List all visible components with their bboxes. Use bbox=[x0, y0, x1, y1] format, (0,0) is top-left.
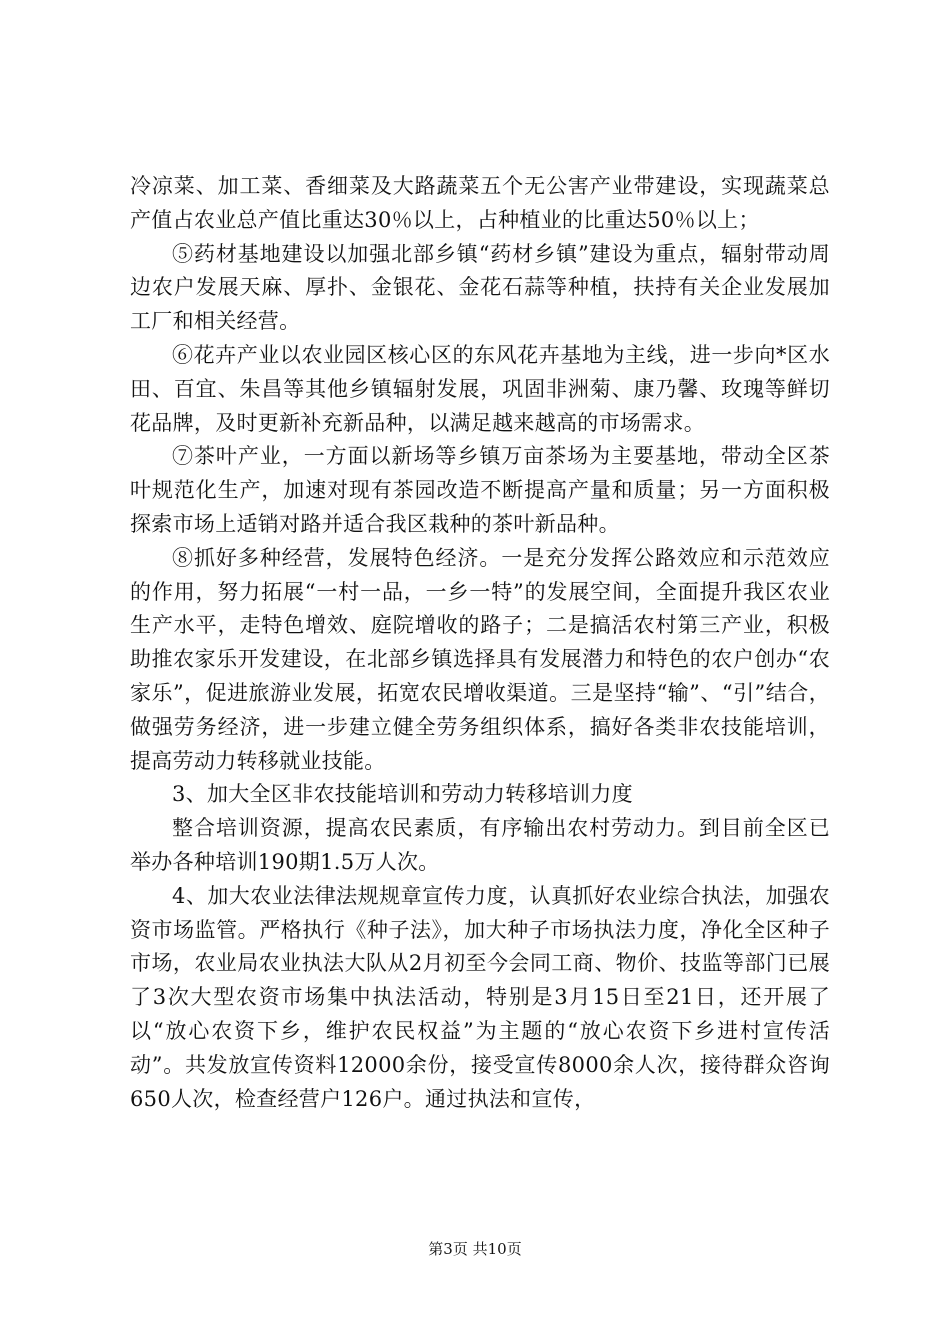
page-number-footer: 第3页 共10页 bbox=[428, 1240, 522, 1258]
paragraph: ⑥花卉产业以农业园区核心区的东风花卉基地为主线，进一步向*区水田、百宜、朱昌等其他乡镇辐射发展，巩固非洲菊、康乃馨、玫瑰等鲜切花品牌，及时更新补充新品种，以满足越来越高的市场需求。 bbox=[130, 342, 830, 435]
section-heading: 3、加大全区非农技能培训和劳动力转移培训力度 bbox=[172, 782, 633, 807]
body-text bbox=[130, 170, 830, 1116]
paragraph: 整合培训资源，提高农民素质，有序输出农村劳动力。到目前全区已举办各种培训190期1.5万人次。 bbox=[130, 816, 830, 874]
paragraph: ⑤药材基地建设以加强北部乡镇“药材乡镇”建设为重点，辐射带动周边农户发展天麻、厚扑、金银花、金花石蒜等种植，扶持有关企业发展加工厂和相关经营。 bbox=[130, 241, 830, 334]
paragraph: ⑧抓好多种经营，发展特色经济。一是充分发挥公路效应和示范效应的作用，努力拓展“一村一品，一乡一特”的发展空间，全面提升我区农业生产水平，走特色增效、庭院增收的路子；二是搞活农村第三产业，积极助推农家乐开发建设，在北部乡镇选择具有发展潜力和特色的农户创办“农家乐”，促进旅游业发展，拓宽农民增收渠道。三是坚持“输”、“引”结合，做强劳务经济，进一步建立健全劳务组织体系，搞好各类非农技能培训，提高劳动力转移就业技能。 bbox=[130, 545, 830, 773]
paragraph: ⑦茶叶产业，一方面以新场等乡镇万亩茶场为主要基地，带动全区茶叶规范化生产，加速对现有茶园改造不断提高产量和质量；另一方面积极探索市场上适销对路并适合我区栽种的茶叶新品种。 bbox=[130, 444, 830, 536]
paragraph: 冷凉菜、加工菜、香细菜及大路蔬菜五个无公害产业带建设，实现蔬菜总产值占农业总产值比重达30％以上，占种植业的比重达50％以上； bbox=[130, 174, 830, 232]
paragraph: 4、加大农业法律法规规章宣传力度，认真抓好农业综合执法，加强农资市场监管。严格执行《种子法》，加大种子市场执法力度，净化全区种子市场，农业局农业执法大队从2月初至今会同工商、物价、技监等部门已展了3次大型农资市场集中执法活动，特别是3月15日至21日，还开展了以“放心农资下乡，维护农民权益”为主题的“放心农资下乡进村宣传活动”。共发放宣传资料12000余份，接受宣传8000余人次，接待群众咨询650人次，检查经营户126户。通过执法和宣传， bbox=[130, 883, 830, 1111]
